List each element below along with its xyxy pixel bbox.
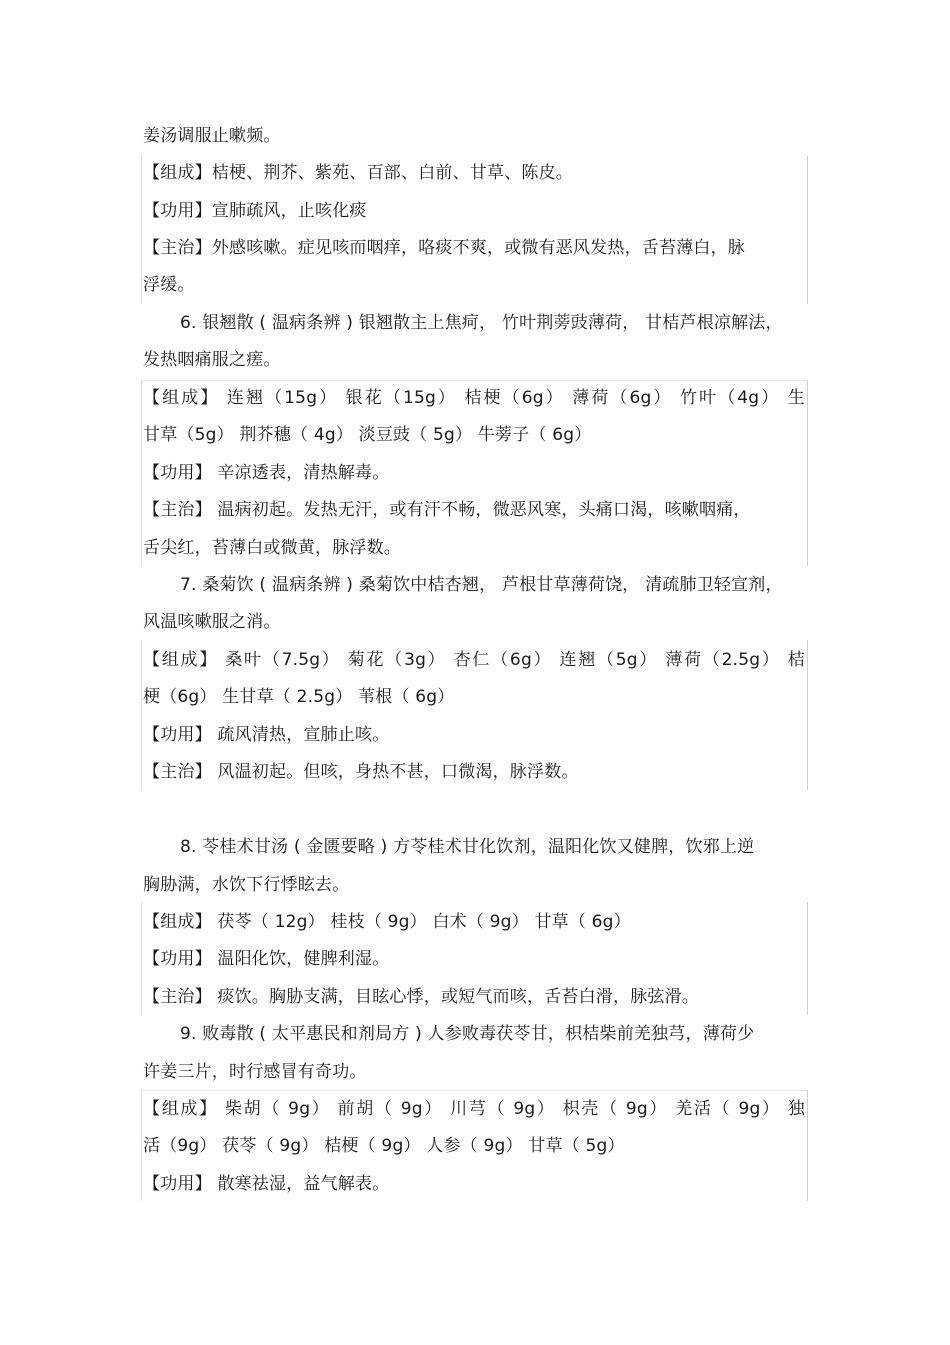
text-line: 【组成】 柴胡（ 9g） 前胡（ 9g） 川芎（ 9g） 枳壳（ 9g） 羌活（ 9g） 独 xyxy=(143,1099,805,1119)
formula-heading: 8. 苓桂术甘汤 ( 金匮要略 ) 方苓桂术甘化饮剂，温阳化饮又健脾，饮邪上逆 xyxy=(180,837,755,857)
text-line: 【组成】 桑叶（7.5g） 菊花（3g） 杏仁（6g） 连翘（5g） 薄荷（2.5g） 桔 xyxy=(143,650,805,670)
text-line: 【主治】 痰饮。胸胁支满，目眩心悸，或短气而咳，舌苔白滑，脉弦滑。 xyxy=(143,987,700,1007)
text-line: 胸胁满，水饮下行悸眩去。 xyxy=(143,875,350,895)
text-line: 【功用】 散寒祛湿，益气解表。 xyxy=(143,1174,390,1194)
text-line: 甘草（5g） 荆芥穗（ 4g） 淡豆豉（ 5g） 牛蒡子（ 6g） xyxy=(143,425,592,445)
formula-heading: 6. 银翘散 ( 温病条辨 ) 银翘散主上焦疴， 竹叶荆蒡豉薄荷， 甘桔芦根凉解法， xyxy=(180,313,783,333)
text-line: 【主治】 温病初起。发热无汗，或有汗不畅，微恶风寒，头痛口渴，咳嗽咽痛， xyxy=(143,500,751,520)
text-line: 风温咳嗽服之消。 xyxy=(143,612,281,632)
text-line: 活（9g） 茯苓（ 9g） 桔梗（ 9g） 人参（ 9g） 甘草（ 5g） xyxy=(143,1136,625,1156)
text-line: 发热咽痛服之瘥。 xyxy=(143,350,281,370)
text-line: 【组成】 连翘（15g） 银花（15g） 桔梗（6g） 薄荷（6g） 竹叶（4g） 生 xyxy=(143,388,805,408)
text-line: 舌尖红，苔薄白或微黄，脉浮数。 xyxy=(143,538,401,558)
text-line: 【主治】 风温初起。但咳，身热不甚，口微渴，脉浮数。 xyxy=(143,762,579,782)
text-line: 梗（6g） 生甘草（ 2.5g） 苇根（ 6g） xyxy=(143,687,455,707)
text-line: 许姜三片，时行感冒有奇功。 xyxy=(143,1062,367,1082)
text-line: 【组成】桔梗、荆芥、紫苑、百部、白前、甘草、陈皮。 xyxy=(143,163,573,183)
text-line: 姜汤调服止嗽频。 xyxy=(143,126,281,146)
text-line: 【功用】宣肺疏风，止咳化痰 xyxy=(143,201,367,221)
formula-heading: 7. 桑菊饮 ( 温病条辨 ) 桑菊饮中桔杏翘， 芦根甘草薄荷饶， 清疏肺卫轻宣剂， xyxy=(180,575,783,595)
text-line: 【功用】 辛凉透表，清热解毒。 xyxy=(143,463,390,483)
text-line: 【功用】 温阳化饮，健脾利湿。 xyxy=(143,949,390,969)
text-line: 【功用】 疏风清热，宣肺止咳。 xyxy=(143,725,390,745)
text-line: 【主治】外感咳嗽。症见咳而咽痒，咯痰不爽，或微有恶风发热，舌苔薄白，脉 xyxy=(143,238,745,258)
text-line: 【组成】 茯苓（ 12g） 桂枝（ 9g） 白术（ 9g） 甘草（ 6g） xyxy=(143,912,631,932)
formula-heading: 9. 败毒散 ( 太平惠民和剂局方 ) 人参败毒茯苓甘，枳桔柴前羌独芎，薄荷少 xyxy=(180,1024,755,1044)
text-line: 浮缓。 xyxy=(143,275,195,295)
